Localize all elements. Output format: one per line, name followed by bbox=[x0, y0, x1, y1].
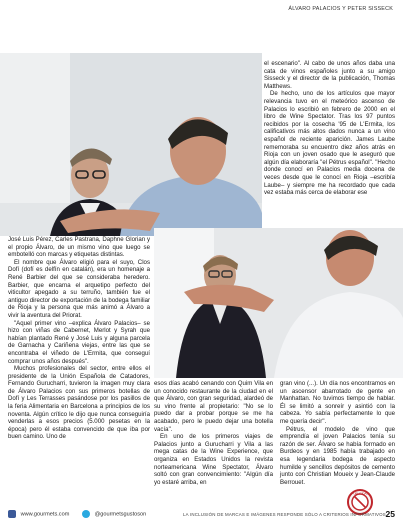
running-header: ÁLVARO PALACIOS Y PETER SISSECK bbox=[288, 6, 393, 12]
facebook-link[interactable] bbox=[8, 510, 69, 518]
facebook-handle: www.gourmets.com bbox=[20, 511, 70, 518]
text-column-left bbox=[8, 236, 150, 441]
page-number: 25 bbox=[385, 509, 395, 519]
twitter-icon bbox=[82, 510, 90, 518]
photo-middle bbox=[154, 228, 403, 378]
paragraph: José Luis Pérez, Carles Pastrana, Daphne Glorian y el propio Álvaro, de un mismo vino que luego se embotelló con marcas y etiquetas distintas. bbox=[8, 236, 150, 259]
twitter-handle: @gourmetsgustoson bbox=[94, 511, 147, 518]
paragraph: Muchos profesionales del sector, entre ellos el presidente de la Unión Española de Catadores, Fernando Gurucharri, tuvieron la imagen muy clara de Álvaro Palacios con sus primeros botellas de Dofí y Les Terrasses pasándose por los pasillos de la feria Alimentaria en Barcelona a principios de los noventa. Algún crítico le dijo que nunca conseguiría venderlas a esos precios (5.000 pesetas en la época) pero él estaba convencido de que iba por buen camino. Uno de bbox=[8, 365, 150, 441]
footer-disclaimer: LA INCLUSIÓN DE MARCAS E IMÁGENES RESPONDE SÓLO A CRITERIOS INFORMATIVOS bbox=[183, 512, 386, 517]
badge-label: PUBLICIDAD bbox=[351, 491, 369, 496]
paragraph: En uno de los primeros viajes de Palacios junto a Gurucharri y Vila a las mega catas de la Wine Experience, que organiza en Estados Unidos la revista norteamericana Wine Spectator, Álvaro soltó con gran convencimiento: "Algún día yo estaré arriba, en bbox=[154, 433, 273, 486]
facebook-icon bbox=[8, 510, 16, 518]
paragraph: gran vino (...). Un día nos encontramos en un ascensor abarrotado de gente en Manhattan. No tuvimos tiempo de hablar. Él se limitó a sonreír y asintió con la cabeza. Yo sabía perfectamente lo que me quería decir". bbox=[280, 380, 395, 425]
paragraph: "Aquel primer vino –explica Álvaro Palacios– se hizo con viñas de Cabernet, Merlot y Syrah que habían plantado René y José Luis y alguna parcela de Garnacha y Cariñena viejas, entre las que se encontraba el viñedo de L'Ermita, que conseguí comprar unos años después". bbox=[8, 319, 150, 365]
page-footer bbox=[0, 506, 403, 524]
paragraph: De hecho, uno de los artículos que mayor relevancia tuvo en el meteórico ascenso de Palacios lo escribió en febrero de 2000 en el libro de Wine Spectator. Tras los 97 puntos recibidos por la cosecha '95 de L'Ermita, los calificativos más altos dados nunca a un vino español de reciente aparición. James Laube rememoraba su encuentro diez años atrás en Rioja con un joven osado que le aseguró que algún día elaboraría "el Pétrus español". "Hecho donde conocí en Palacios media docena de veces desde que le conocí en Rioja –escribía Laube– y siempre me ha recordado que cada vez estaba más cerca de elaborar ese bbox=[264, 90, 395, 197]
paragraph: Pétrus, el modelo de vino que emprendía el joven Palacios tenía su razón de ser. Álvaro se había formado en Burdeos y en 1985 había trabajado en esa legendaria bodega de aspecto humilde y sencillos depósitos de cemento junto con Christian Moueix y Jean-Claude Berrouet. bbox=[280, 425, 395, 486]
text-column-bottom-right bbox=[280, 380, 395, 486]
twitter-link[interactable] bbox=[82, 510, 146, 518]
text-column-right-top bbox=[264, 60, 395, 197]
photo-top bbox=[0, 53, 262, 236]
paragraph: El nombre que Álvaro eligió para el suyo, Clos Dofí (dofí es delfín en catalán), era un homenaje a René Barbier del que se consideraba heredero. Barbier, que encarna el arquetipo perfecto del viticultor apegado a su terruño, también fue el antiguo director de exportación de la bodega familiar de Rioja y la persona que más animó a Álvaro a vivir la aventura del Priorat. bbox=[8, 258, 150, 319]
text-column-bottom-middle bbox=[154, 380, 273, 486]
paragraph: el escenario". Al cabo de unos años daba una cata de vinos españoles junto a su amigo Sisseck y el director de la publicación, Thomas Matthews. bbox=[264, 60, 395, 90]
paragraph: esos días acabó cenando con Quim Vila en un conocido restaurante de la ciudad en el que Álvaro, con gran seguridad, alardeó de su vino frente al propietario: "No se lo puedo dar a probar porque se me ha acabado, pero le puedo dejar una botella vacía". bbox=[154, 380, 273, 433]
photo-middle-illustration bbox=[154, 228, 403, 378]
photo-top-illustration bbox=[0, 53, 262, 236]
